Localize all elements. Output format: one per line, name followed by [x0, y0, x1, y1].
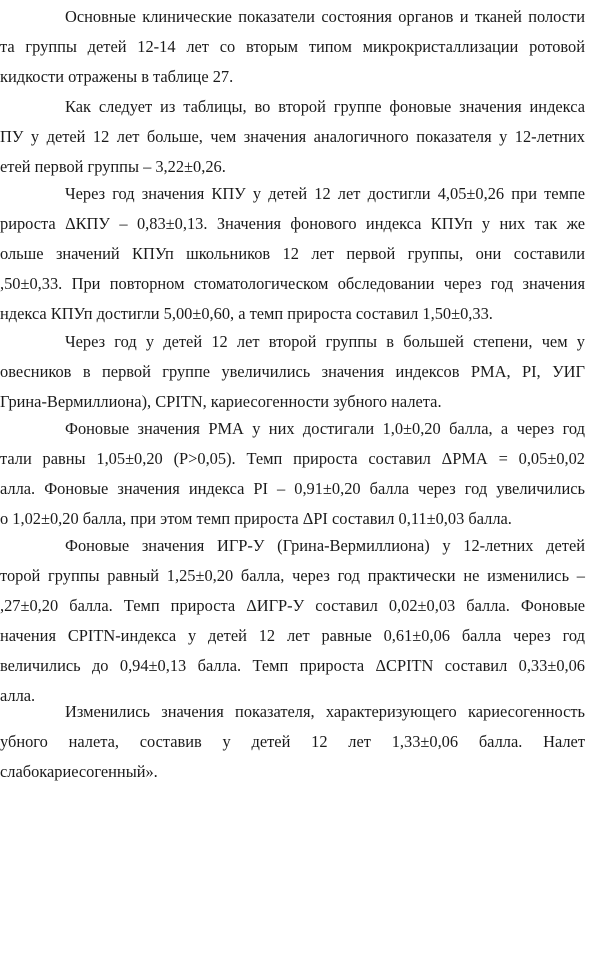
- text-line: ,27±0,20 балла. Темп прироста ΔИГР-У составил 0,02±0,03 балла. Фоновые: [0, 596, 585, 615]
- text-line: начения CPITN-индекса у детей 12 лет равные 0,61±0,06 балла через год: [0, 626, 585, 645]
- text-line: алла.: [0, 686, 36, 705]
- text-line: ндекса КПУп достигли 5,00±0,60, а темп прироста составил 1,50±0,33.: [0, 304, 493, 323]
- text-line: рироста ΔКПУ – 0,83±0,13. Значения фонового индекса КПУп у них так же: [0, 214, 585, 233]
- text-line: ,50±0,33. При повторном стоматологическом обследовании через год значения: [0, 274, 585, 293]
- text-line: Как следует из таблицы, во второй группе фоновые значения индекса: [65, 97, 585, 116]
- text-line: ольше значений КПУп школьников 12 лет первой группы, они составили: [0, 244, 585, 263]
- text-line: слабокариесогенный».: [0, 762, 158, 781]
- text-line: Грина-Вермиллиона), CPITN, кариесогенности зубного налета.: [0, 392, 442, 411]
- text-line: убного налета, составив у детей 12 лет 1,33±0,06 балла. Налет: [0, 732, 585, 751]
- text-line: Через год значения КПУ у детей 12 лет достигли 4,05±0,26 при темпе: [65, 184, 585, 203]
- text-line: алла. Фоновые значения индекса PI – 0,91±0,20 балла через год увеличились: [0, 479, 585, 498]
- text-line: Фоновые значения РМА у них достигали 1,0±0,20 балла, а через год: [65, 419, 585, 438]
- text-line: Через год у детей 12 лет второй группы в большей степени, чем у: [65, 332, 585, 351]
- text-line: етей первой группы – 3,22±0,26.: [0, 157, 226, 176]
- text-line: Основные клинические показатели состояния органов и тканей полости: [65, 7, 585, 26]
- text-line: ПУ у детей 12 лет больше, чем значения аналогичного показателя у 12-летних: [0, 127, 585, 146]
- text-line: тали равны 1,05±0,20 (Р>0,05). Темп прироста составил ΔРМА = 0,05±0,02: [0, 449, 585, 468]
- text-line: та группы детей 12-14 лет со вторым типом микрокристаллизации ротовой: [0, 37, 585, 56]
- text-line: торой группы равный 1,25±0,20 балла, через год практически не изменились –: [0, 566, 585, 585]
- text-line: кидкости отражены в таблице 27.: [0, 67, 234, 86]
- text-line: о 1,02±0,20 балла, при этом темп прироста ΔPI составил 0,11±0,03 балла.: [0, 509, 512, 528]
- text-line: Фоновые значения ИГР-У (Грина-Вермиллиона) у 12-летних детей: [65, 536, 585, 555]
- text-line: Изменились значения показателя, характеризующего кариесогенность: [65, 702, 585, 721]
- text-line: овесников в первой группе увеличились значения индексов РМА, PI, УИГ: [0, 362, 585, 381]
- text-line: величились до 0,94±0,13 балла. Темп прироста ΔCPITN составил 0,33±0,06: [0, 656, 585, 675]
